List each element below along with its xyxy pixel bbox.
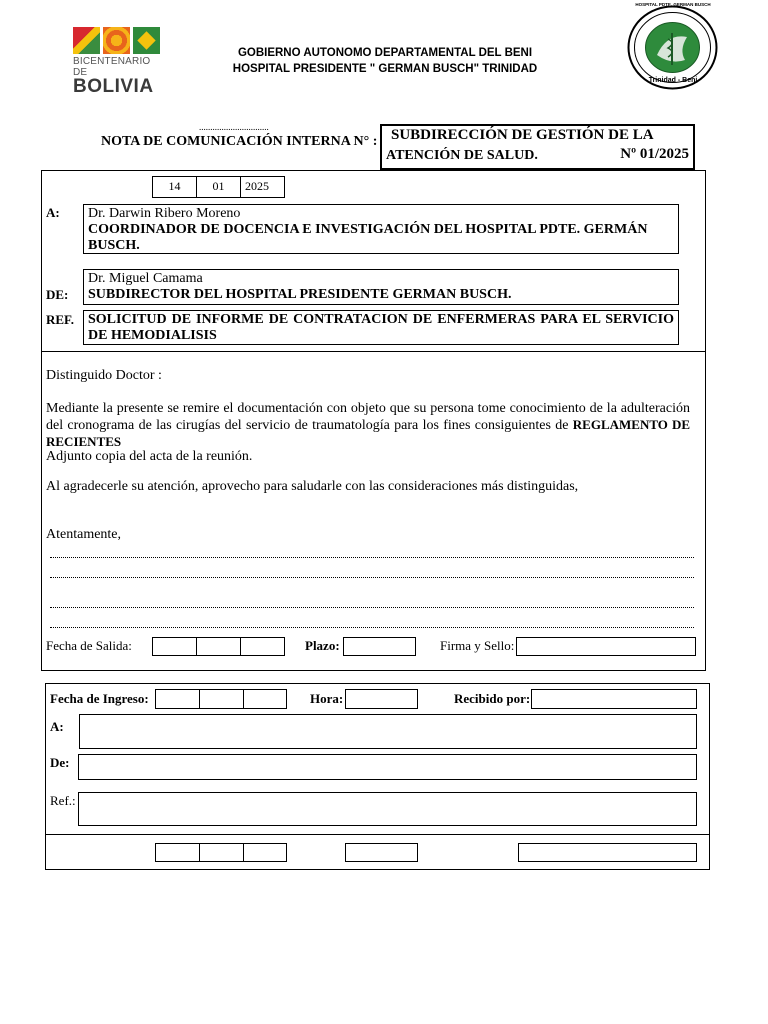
document-header [200,45,570,77]
from-name: Dr. Miguel Camama [88,271,203,286]
received-by-label: Recibido por: [454,691,531,706]
body-paragraph1-bold: REGLAMENTO DE RECIENTES [46,417,691,449]
receipt-from-field[interactable] [78,754,697,780]
to-title: COORDINADOR DE DOCENCIA E INVESTIGACIÓN DEL HOSPITAL PDTE. GERMÁN BUSCH. [88,222,648,253]
exit-date-month[interactable] [196,637,241,656]
received-by-field[interactable] [531,689,697,709]
date-year: 2025 [245,179,269,193]
exit-date-year[interactable] [240,637,285,656]
bottom-time-field[interactable] [345,843,418,862]
exit-date-day[interactable] [152,637,197,656]
from-box [83,269,679,305]
note-label: NOTA DE COMUNICACIÓN INTERNA N° : [101,134,378,149]
body-paragraph [46,401,690,451]
time-label: Hora: [310,691,344,706]
entry-date-label: Fecha de Ingreso: [50,691,149,706]
date-month: 01 [212,179,225,193]
logo-caption-top: BICENTENARIO DE [73,56,151,78]
deadline-label: Plazo: [305,638,340,653]
bolivia-bicentennial-logo [73,27,165,97]
to-box [83,204,679,254]
signature-label: Firma y Sello: [440,638,515,653]
body-paragraph2: Adjunto copia del acta de la reunión. [46,449,253,464]
receipt-ref-label: Ref.: [50,793,76,808]
ref-box [83,310,679,345]
seal-top-text: HOSPITAL PDTE. GERMAN BUSCH [635,2,711,7]
logo-caption-bottom: BOLIVIA [73,76,154,97]
dotted-line-3 [50,607,694,608]
department-line1: SUBDIRECCIÓN DE GESTIÓN DE LA [391,127,654,143]
ref-text: SOLICITUD DE INFORME DE CONTRATACION DE ENFERMERAS PARA EL SERVICIO DE HEMODIALISIS [88,312,674,343]
seal-bottom-text: Trinidad - Beni [648,77,698,84]
to-name: Dr. Darwin Ribero Moreno [88,206,241,221]
entry-date-day[interactable] [155,689,200,709]
body-paragraph1: Mediante la presente se remire el documentación con objeto que su persona tome conocimiento de la adulteración del cronograma de las cirugías del servicio de traumatología para los fines consiguientes de [46,401,690,433]
date-day-cell [152,176,197,198]
department-line2: ATENCIÓN DE SALUD. [386,148,538,163]
date-year-cell [240,176,285,198]
receipt-ref-field[interactable] [78,792,697,826]
receipt-from-label: De: [50,755,70,770]
bottom-date-year[interactable] [243,843,287,862]
header-title-line1: GOBIERNO AUTONOMO DEPARTAMENTAL DEL BENI [237,47,533,59]
receipt-to-field[interactable] [79,714,697,749]
closing-text: Al agradecerle su atención, aprovecho para saludarle con las consideraciones más distinguidas, [46,479,579,494]
bottom-signature-field[interactable] [518,843,697,862]
dotted-line-1 [50,557,694,558]
time-field[interactable] [345,689,418,709]
bottom-date-day[interactable] [155,843,200,862]
department-box [380,124,695,170]
dotted-line-4 [50,627,694,628]
logo-square-orange [103,27,130,54]
date-month-cell [196,176,241,198]
ref-label: REF. [46,312,75,327]
entry-date-year[interactable] [243,689,287,709]
to-label: A: [46,205,60,220]
logo-square-green [133,27,160,54]
logo-square-red [73,27,100,54]
receipt-divider [45,834,710,835]
header-title-line2: HOSPITAL PRESIDENTE " GERMAN BUSCH" TRINIDAD [232,63,538,75]
entry-date-month[interactable] [199,689,244,709]
deadline-field[interactable] [343,637,416,656]
signoff-text: Atentamente, [46,527,122,542]
dotted-line-2 [50,577,694,578]
date-day: 14 [168,179,181,193]
receipt-to-label: A: [50,719,64,734]
from-title: SUBDIRECTOR DEL HOSPITAL PRESIDENTE GERMAN BUSCH. [88,287,512,302]
note-dots: ............................... [199,122,269,132]
section-divider [41,351,706,352]
note-number: Nº 01/2025 [620,146,689,162]
exit-date-label: Fecha de Salida: [46,638,132,653]
greeting: Distinguido Doctor : [46,368,162,383]
bottom-date-month[interactable] [199,843,244,862]
from-label: DE: [46,287,69,302]
logo-squares [73,27,165,54]
signature-field[interactable] [516,637,696,656]
